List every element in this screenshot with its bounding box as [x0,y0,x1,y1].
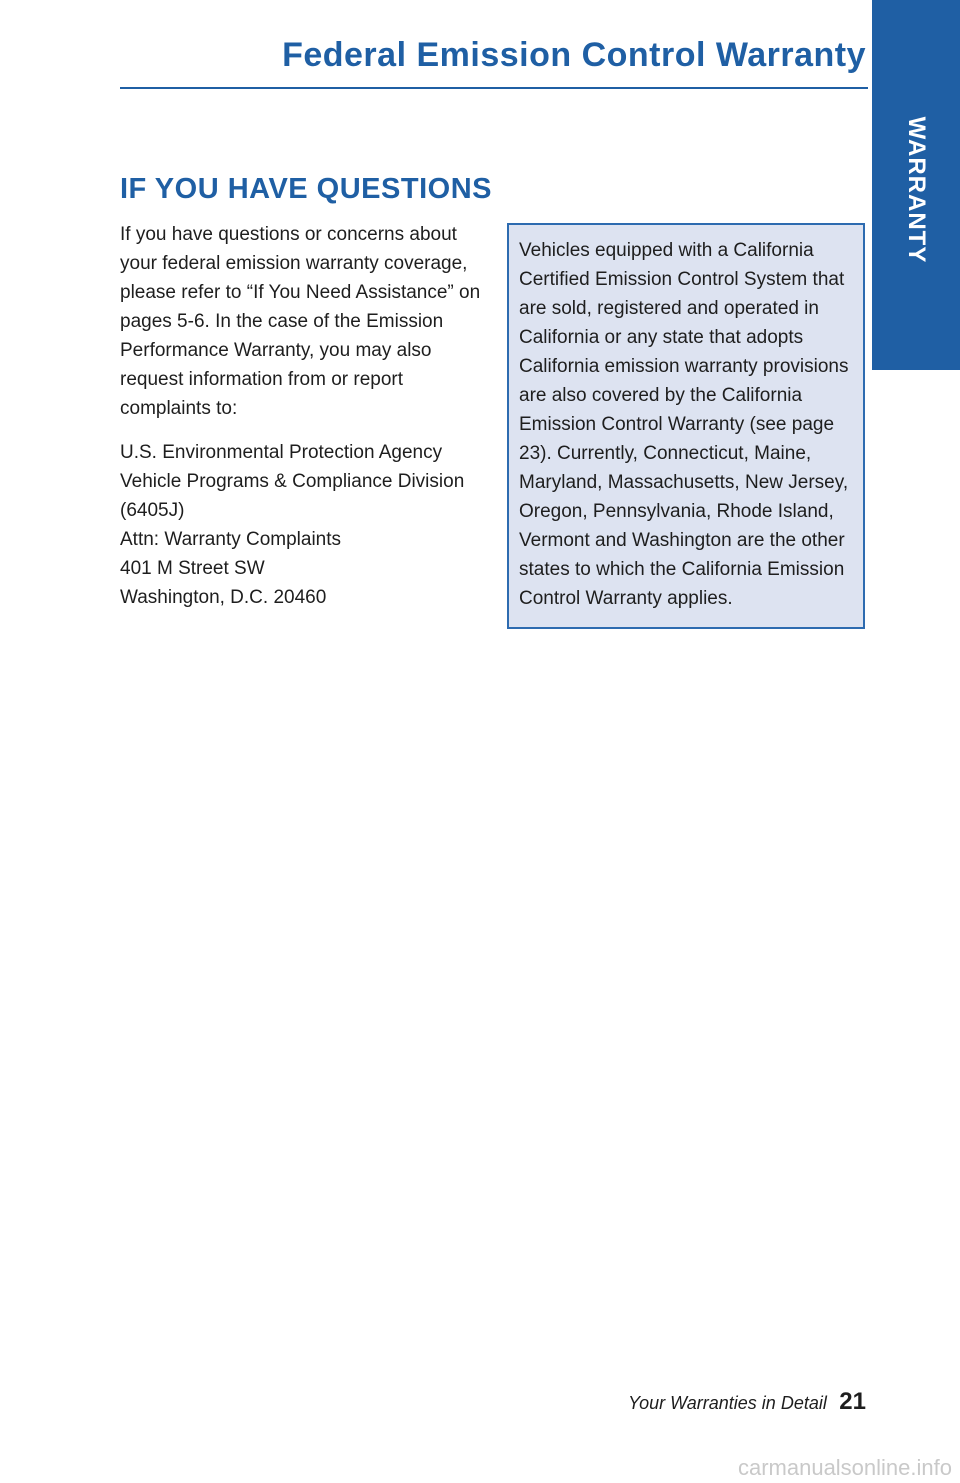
page-title: Federal Emission Control Warranty [282,36,866,74]
page-number: 21 [839,1388,866,1415]
footer-section-title: Your Warranties in Detail [628,1393,827,1413]
address-line: Washington, D.C. 20460 [120,587,327,608]
california-warranty-callout [507,223,865,629]
address-line: 401 M Street SW [120,558,265,579]
address-line: U.S. Environmental Protection Agency [120,442,443,463]
address-line: Attn: Warranty Complaints [120,529,342,550]
address-line: Vehicle Programs & Compliance Division [120,471,465,492]
intro-paragraph: If you have questions or concerns about your federal emission warranty coverage, please refer to “If You Need Assistance” on pages 5-6. In the case of the Emission Performance Warranty, you may also request information from or report complaints to: [120,224,481,419]
watermark-text: carmanualsonline.info [737,1455,952,1480]
epa-address-block [120,438,490,612]
address-line: (6405J) [120,500,185,521]
header-divider [120,87,868,89]
callout-text: Vehicles equipped with a California Certified Emission Control System that are sold, registered and operated in California or any state that adopts California emission warranty provisions are also covered by the California Emission Control Warranty (see page 23). Currently, Connecticut, Maine, Maryland, Massachusetts, New Jersey, Oregon, Pennsylvania, Rhode Island, Vermont and Washington are the other states to which the California Emission Control Warranty applies. [519,240,849,609]
section-tab-label: WARRANTY [903,116,930,264]
page-footer [628,1388,866,1416]
section-heading: IF YOU HAVE QUESTIONS [120,173,492,205]
